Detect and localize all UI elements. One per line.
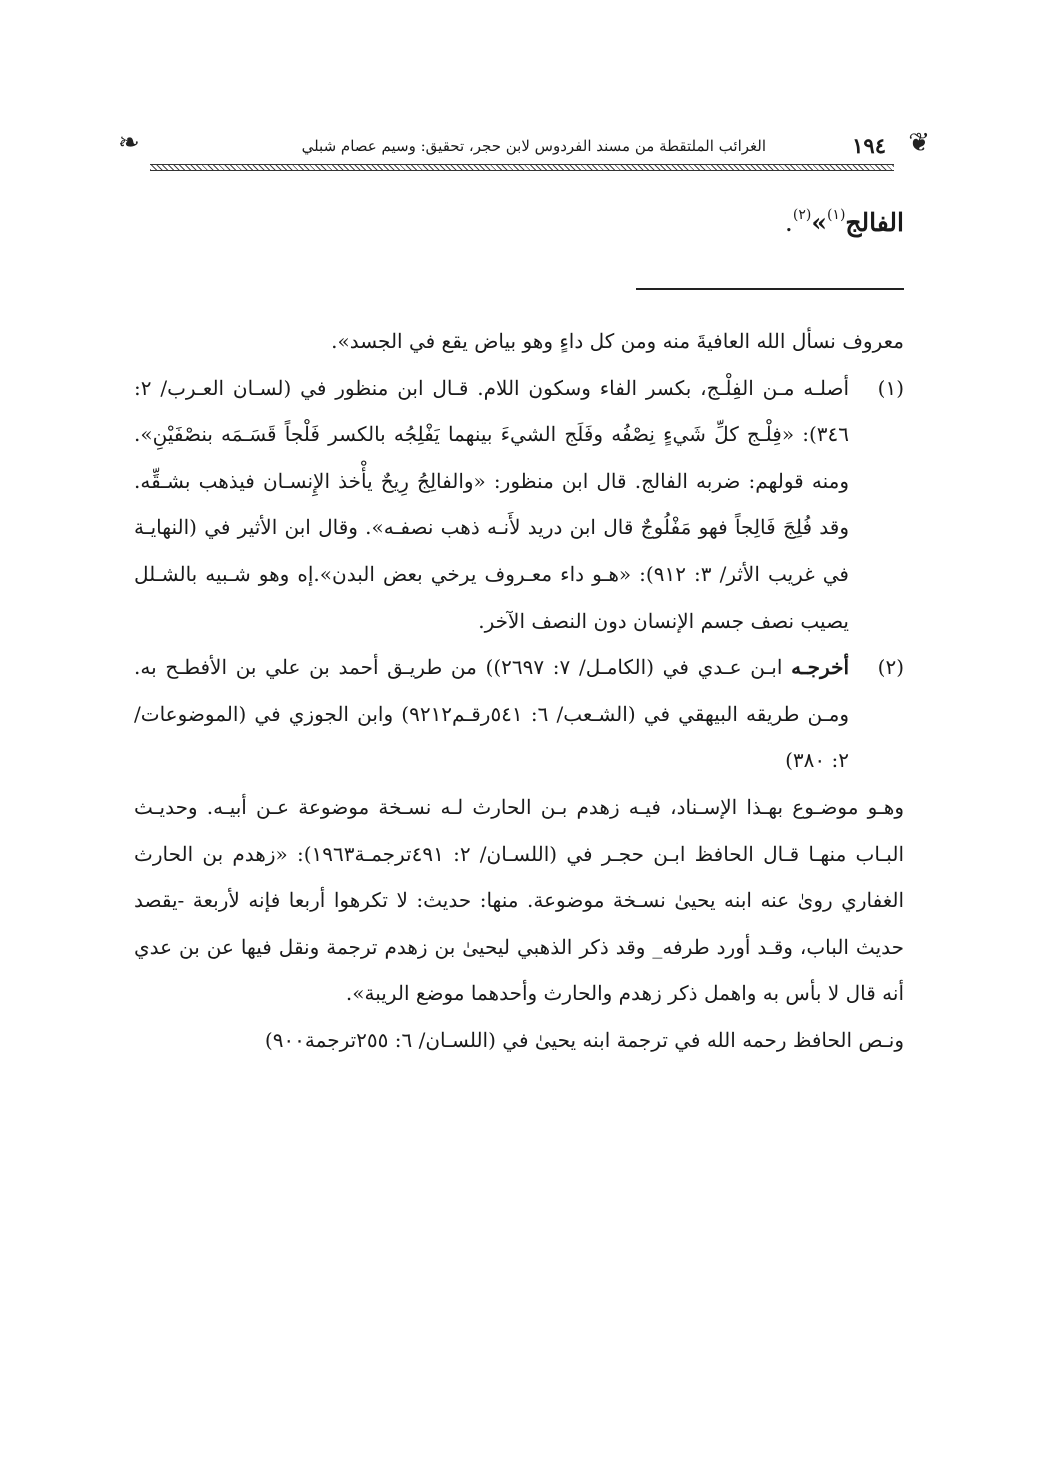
footnote-2-number: (٢) (877, 655, 904, 680)
page-number: ١٩٤ (852, 133, 886, 158)
ornament-left-icon: ❧ (118, 128, 140, 158)
footnote-2 (134, 644, 904, 784)
footnote-continued: معروف نسأل الله العافيةَ منه ومن كل داءٍ وهو بياض يقع في الجسد». (331, 329, 904, 353)
heading-word: الفالج (845, 208, 904, 237)
header-rule (150, 164, 894, 171)
quote-close: » (811, 208, 827, 237)
footnote-2-text: ابـن عـدي في (الكامـل/ ٧: ٢٦٩٧)) من طريـق أحمد بن علي بن الأفطـح به. ومـن طريقه البيهقي في (الشـعب/ ٦: ٥٤١رقـم٩٢١٢) وابن الجوزي في (الموضوعات/ ٢: ٣٨٠) (134, 655, 849, 773)
footnote-2-keyword: أخرجـه (791, 655, 849, 680)
footnote-1 (134, 365, 904, 645)
footnote-separator (636, 288, 904, 290)
footnote-1-text: أصلـه مـن الفِلْـج، بكسر الفاء وسكون اللام. قـال ابن منظور في (لسـان العـرب/ ٢: ٣٤٦): «فِلْـج كلِّ شَيءٍ نِصْفُه وفَلَج الشيءَ بينهما يَفْلِجُه بالكسر فَلْجاً قَسَـمَه بنصْفَيْنِ». ومنه قولهم: ضربه الفالج. قال ابن منظور: «والفالِجُ رِيحٌ يأْخذ الإِنسـان فيذهب بشـقِّه. وقد فُلِجَ فَالِجاً فهو مَفْلُوجٌ قال ابن دريد لأَنـه ذهب نصفـه». وقال ابن الأثير في (النهايـة في غريب الأثر/ ٣: ٩١٢): «هـو داء معـروف يرخي بعض البدن».إه وهو شـبيه بالشـلل يصيب نصف جسم الإنسان دون النصف الآخر. (134, 375, 849, 633)
main-text-line (785, 192, 904, 246)
ornament-right-icon: ❦ (908, 128, 930, 158)
footnote-ref-2[interactable]: (٢) (792, 207, 812, 223)
running-title: الغرائب الملتقطة من مسند الفردوس لابن حجر، تحقيق: وسيم عصام شبلي (301, 137, 766, 155)
sentence-end: . (784, 208, 793, 237)
footnote-ref-1[interactable]: (١) (826, 207, 846, 223)
footnotes (134, 318, 904, 1064)
footnote-2-paragraph-3: ونـص الحافظ رحمه الله في ترجمة ابنه يحيىٰ في (اللسـان/ ٦: ٢٥٥ترجمة٩٠٠) (264, 1027, 904, 1052)
running-header (118, 128, 930, 168)
footnote-1-number: (١) (877, 375, 904, 400)
footnote-2-paragraph-2: وهـو موضـوع بهـذا الإسـناد، فيـه زهدم بـن الحارث لـه نسـخة موضوعة عـن أبيـه. وحديـث البـاب منهـا قـال الحافظ ابـن حجـر في (اللسـان/ ٢: ٤٩١ترجمـة١٩٦٣): «زهدم بن الحارث الغفاري روىٰ عنه ابنه يحيىٰ نسـخة موضوعة. منها: حديث: لا تكرهوا أربعا فإنه لأربعة -يقصد حديث الباب، وقـد أورد طرفه_ وقد ذكر الذهبي ليحيىٰ بن زهدم ترجمة ونقل فيها عن بن عدي أنه قال لا بأس به واهمل ذكر زهدم والحارث وأحدهما موضع الريبة». (134, 794, 904, 1006)
